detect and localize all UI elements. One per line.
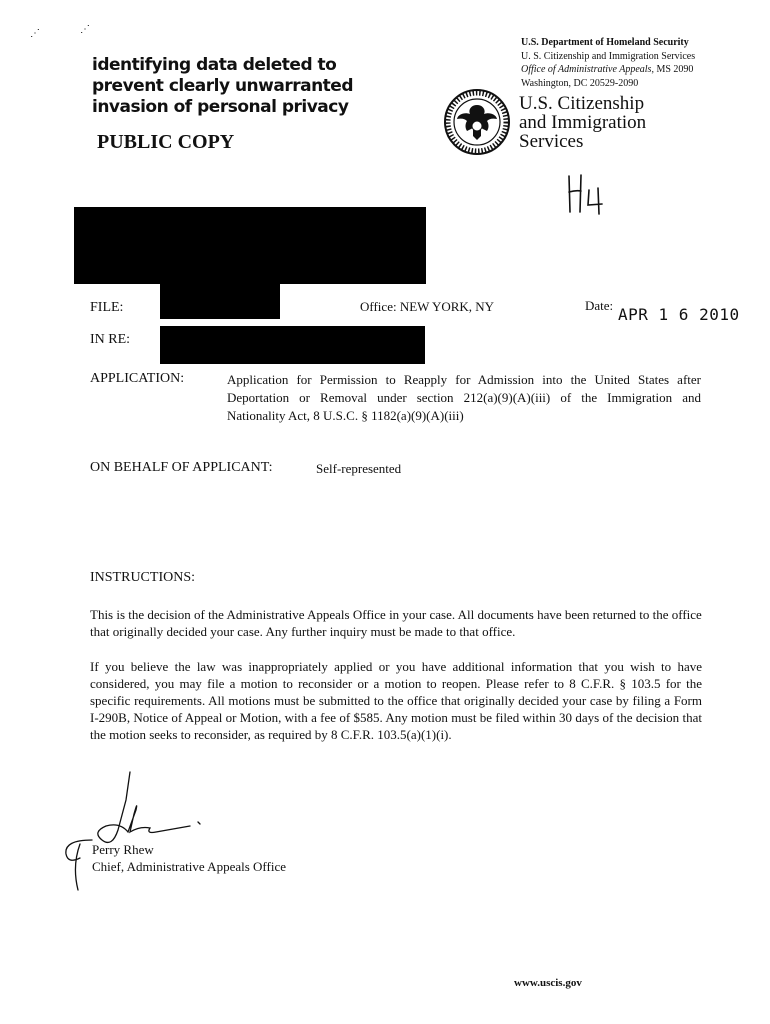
redacted-applicant-name — [160, 326, 425, 364]
file-label: FILE: — [90, 300, 124, 315]
office-value: NEW YORK, NY — [399, 299, 495, 314]
uscis-wordmark — [519, 94, 646, 151]
redacted-file-number — [160, 284, 280, 319]
mail-stop: MS 2090 — [656, 64, 694, 75]
dhs-seal-icon — [443, 88, 511, 156]
instructions-paragraph-2: If you believe the law was inappropriately applied or you have additional information that you wish to have considered, you may file a motion to reconsider or a motion to reopen. Please refer to 8 C.F.R. § 103.5 for the specific requirements. All motions must be submitted to the office that originally decided your case by filing a Form I-290B, Notice of Appeal or Motion, with a fee of $585. Any motion must be filed within 30 days of the decision that the motion seeks to reconsider, as required by 8 C.F.R. 103.5(a)(1)(i). — [90, 659, 702, 742]
signer-name: Perry Rhew — [92, 842, 154, 857]
on-behalf-label: ON BEHALF OF APPLICANT: — [90, 460, 273, 475]
application-line: Nationality Act, 8 U.S.C. § 1182(a)(9)(A)(iii) — [227, 408, 464, 423]
scan-mark: ⋰ — [30, 28, 40, 39]
application-description — [227, 371, 701, 425]
office-name: Office of Administrative Appeals, — [521, 64, 654, 75]
footer-url[interactable]: www.uscis.gov — [514, 977, 582, 989]
scan-mark: ⋰ — [80, 24, 90, 35]
in-re-label: IN RE: — [90, 332, 131, 347]
office-line — [521, 63, 695, 77]
sub-agency-name: U. S. Citizenship and Immigration Services — [521, 50, 696, 62]
application-line: Deportation or Removal under section 212(a)(9)(A)(iii) of the Immigration and — [227, 390, 701, 405]
department-name: U.S. Department of Homeland Security — [521, 37, 689, 48]
wordmark-line-3: Services — [519, 131, 584, 152]
office-label: Office: — [360, 299, 397, 314]
date-stamp: APR 1 6 2010 — [618, 305, 740, 324]
application-line: Application for Permission to Reapply for Admission into the United States after — [227, 372, 701, 387]
redaction-stamp-line-1: identifying data deleted to — [92, 55, 337, 75]
instructions-heading: INSTRUCTIONS: — [90, 570, 196, 585]
public-copy-stamp: PUBLIC COPY — [97, 131, 235, 153]
application-label: APPLICATION: — [90, 371, 185, 386]
redaction-stamp-line-3: invasion of personal privacy — [92, 97, 349, 117]
office-field — [360, 299, 494, 315]
address-line: Washington, DC 20529-2090 — [521, 77, 639, 89]
redaction-stamp-line-2: prevent clearly unwarranted — [92, 76, 354, 96]
instructions-paragraph-1: This is the decision of the Administrative Appeals Office in your case. All documents have been returned to the office that originally decided your case. Any further inquiry must be made to that office. — [90, 607, 702, 639]
date-label: Date: — [585, 298, 614, 313]
agency-header — [521, 36, 695, 90]
redacted-block — [74, 207, 426, 284]
handwritten-file-code — [564, 172, 620, 216]
signer-title: Chief, Administrative Appeals Office — [92, 859, 286, 874]
on-behalf-value: Self-represented — [316, 461, 402, 476]
wordmark-line-2: and Immigration — [519, 112, 647, 133]
wordmark-line-1: U.S. Citizenship — [519, 93, 645, 114]
